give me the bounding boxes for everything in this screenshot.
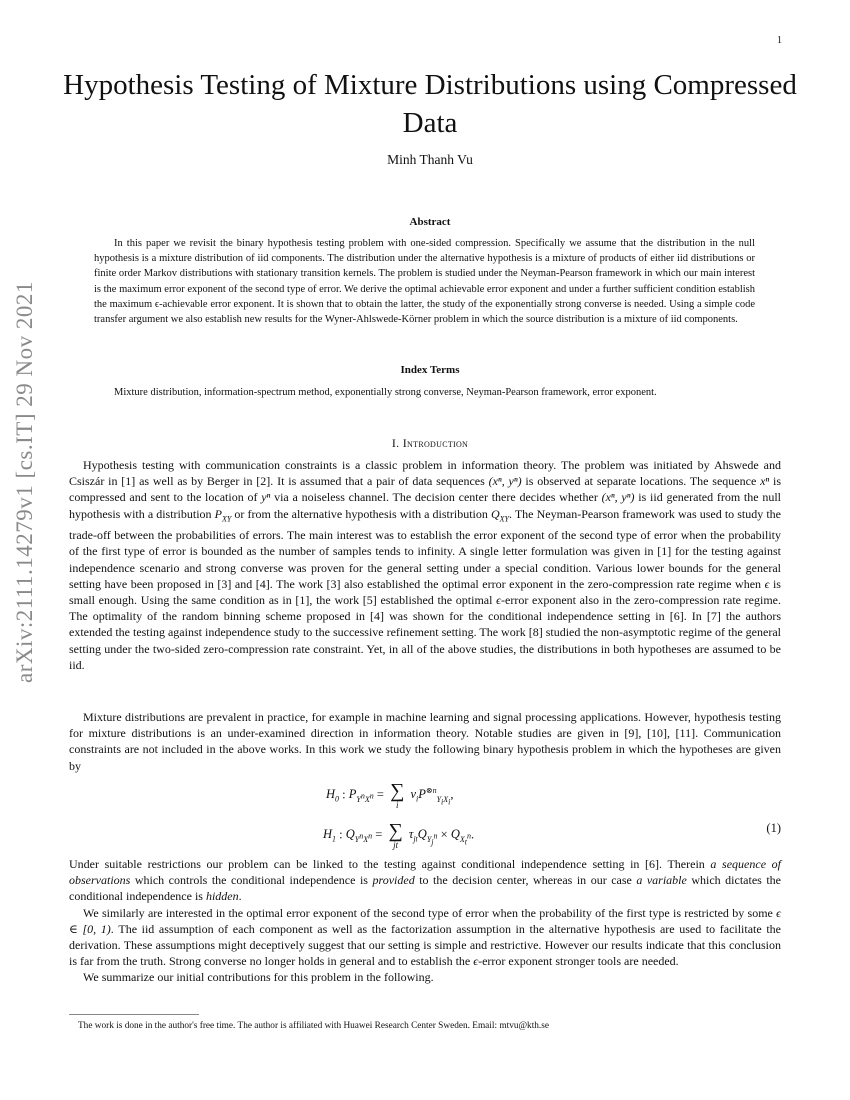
math-epsilon: ϵ — [473, 954, 479, 969]
equation-h1: $H_1$ : $Q_{Y^nX^n}$ = ∑ jt $\tau_{jt}Q_{Y_j^n} \times Q_{X_t^n}$. — [323, 820, 475, 850]
p3-text-a: Under suitable restrictions our problem can be linked to the testing against conditional independence setting in [6]. Therein — [69, 857, 711, 871]
section-title: Introduction — [402, 436, 469, 450]
p1-text-f: or from the alternative hypothesis with a distribution — [231, 506, 491, 521]
abstract-heading: Abstract — [409, 216, 451, 228]
p4-text-b: . The iid assumption of each component as well as the factorization assumption in the alternative hypothesis are used to facilitate the derivation. These assumptions might deceptively suggest that our setting is simple and restrictive. However our results indicate that this conclusion is far from the truth. Strong converse no longer holds in general and to establish the — [69, 921, 781, 969]
p4-text-a: We similarly are interested in the optimal error exponent of the second type of error when the probability of the first type is restricted by some — [83, 905, 777, 920]
intro-paragraph-1 — [69, 457, 781, 673]
abstract-text: In this paper we revisit the binary hypothesis testing problem with one-sided compression. Specifically we assume that the distribution in the null hypothesis is a mixture distribution of iid components. The distribution under the alternative hypothesis is a mixture of products of either iid distributions or finite order Markov distributions with stationary transition kernels. The problem is studied under the Neyman-Pearson framework in which our main interest is the maximum error exponent of the second type of error. We derive the optimal achievable error exponent and under a further sufficient condition establish the maximum ϵ-achievable error exponent. It is shown that to obtain the latter, the study of the exponentially strong converse is needed. Using a simple code transfer argument we also establish new results for the Wyner-Ahlswede-Körner problem in which the source distribution is a mixture of iid components. — [94, 238, 755, 326]
math-yn: yⁿ — [261, 490, 271, 505]
p3-text-d: which dictates the conditional independence is — [69, 873, 781, 904]
intro-paragraph-3 — [69, 856, 781, 986]
p3-text-e: . — [238, 889, 242, 904]
math-epsilon: ϵ — [764, 576, 770, 591]
section-heading — [60, 436, 800, 451]
p4-text-c: -error exponent stronger tools are needed. — [478, 954, 679, 969]
p3-emph-c: a variable — [636, 873, 687, 888]
math-pair-sequence: (xⁿ, yⁿ) — [601, 490, 635, 505]
section-number: I. — [391, 436, 400, 450]
p1-text-i: -error exponent also in the zero-compression rate regime. The optimality of the random binning scheme proposed in [4] was shown for the conditional independence setting in [6]. In [7] the authors extended the testing against independence study to the successive refinement setting. The work [8] studied the non-asymptotic regime of the general setting under the two-sided zero-compression rate constraint. Yet, in all of the above studies, the distributions in both hypotheses are assumed to be iid. — [69, 593, 781, 672]
p1-text-c: is compressed and sent to the location of — [69, 474, 782, 505]
p3-emph-d: hidden — [205, 889, 239, 904]
p3-emph-b: provided — [372, 873, 415, 888]
intro-paragraph-2 — [69, 709, 781, 774]
math-epsilon: ϵ — [496, 593, 501, 608]
p1-text-d: via a noiseless channel. The decision center there decides whether — [270, 490, 602, 505]
p1-text-b: is observed at separate locations. The sequence — [521, 474, 761, 489]
sum-symbol: ∑ jt — [388, 820, 403, 850]
paper-title: Hypothesis Testing of Mixture Distributions using Compressed Data — [63, 69, 797, 139]
math-pxy: $P_{XY}$ — [214, 506, 232, 523]
footnote: The work is done in the author's free time. The author is affiliated with Huawei Research Center Sweden. Email: mtvu@kth.se — [78, 1021, 549, 1031]
p3-emph-a: a sequence of observations — [69, 857, 782, 888]
page-number: 1 — [777, 35, 782, 46]
equation-number: (1) — [766, 821, 781, 835]
index-terms-text: Mixture distribution, information-spectrum method, exponentially strong converse, Neyman-Pearson framework, error exponent. — [114, 387, 657, 398]
math-epsilon-range: ϵ ∈ [0, 1) — [69, 905, 781, 936]
sum-symbol: ∑ i — [390, 780, 405, 810]
p2-text: Mixture distributions are prevalent in practice, for example in machine learning and signal processing applications. However, hypothesis testing for mixture distributions is an under-examined direction in information theory. Notable studies are given in [9], [10], [11]. Communication constraints are not included in the above works. In this work we study the following binary hypothesis problem in which the hypotheses are given by — [69, 710, 781, 773]
math-xn: xⁿ — [760, 474, 770, 489]
p1-text-e: is iid generated from the null hypothesis with a distribution — [69, 490, 782, 521]
footnote-divider — [69, 1014, 199, 1015]
p3-text-b: which controls the conditional independence is — [130, 873, 373, 888]
p3-text-c: to the decision center, whereas in our case — [414, 873, 637, 888]
p1-text-g: . The Neyman-Pearson framework was used to study the trade-off between the probabilities of errors. The main interest was to establish the error exponent of the second type of error when the probability of the first type of error is bounded as the number of samples tends to infinity. A single letter formulation was given in [1] for the testing against independence scenario and strong converse was proven for the general setting under a special condition. Various lower bounds for the general setting have been proposed in [3] and [4]. The work [3] also established the optimal error exponent in the zero-compression rate regime when — [69, 506, 781, 591]
equation-h0: $H_0$ : $P_{Y^nX^n}$ = ∑ i $\nu_iP^{\otimes n}_{Y_iX_i}$, — [326, 780, 454, 810]
index-terms-heading: Index Terms — [400, 364, 460, 376]
author-name: Minh Thanh Vu — [387, 152, 473, 167]
arxiv-identifier: arXiv:2111.14279v1 [cs.IT] 29 Nov 2021 — [12, 281, 37, 683]
p1-text-a: Hypothesis testing with communication constraints is a classic problem in information theory. The problem was initiated by Ahswede and Csiszár in [1] as well as by Berger in [2]. It is assumed that a pair of data sequences — [69, 458, 781, 489]
p5-text: We summarize our initial contributions for this problem in the following. — [83, 970, 434, 985]
p1-text-h: is small enough. Using the same condition as in [1], the work [5] established the optimal — [69, 576, 781, 608]
math-qxy: $Q_{XY}$ — [490, 506, 509, 523]
math-pair-sequence: (xⁿ, yⁿ) — [488, 474, 522, 489]
equation-1 — [69, 775, 781, 853]
